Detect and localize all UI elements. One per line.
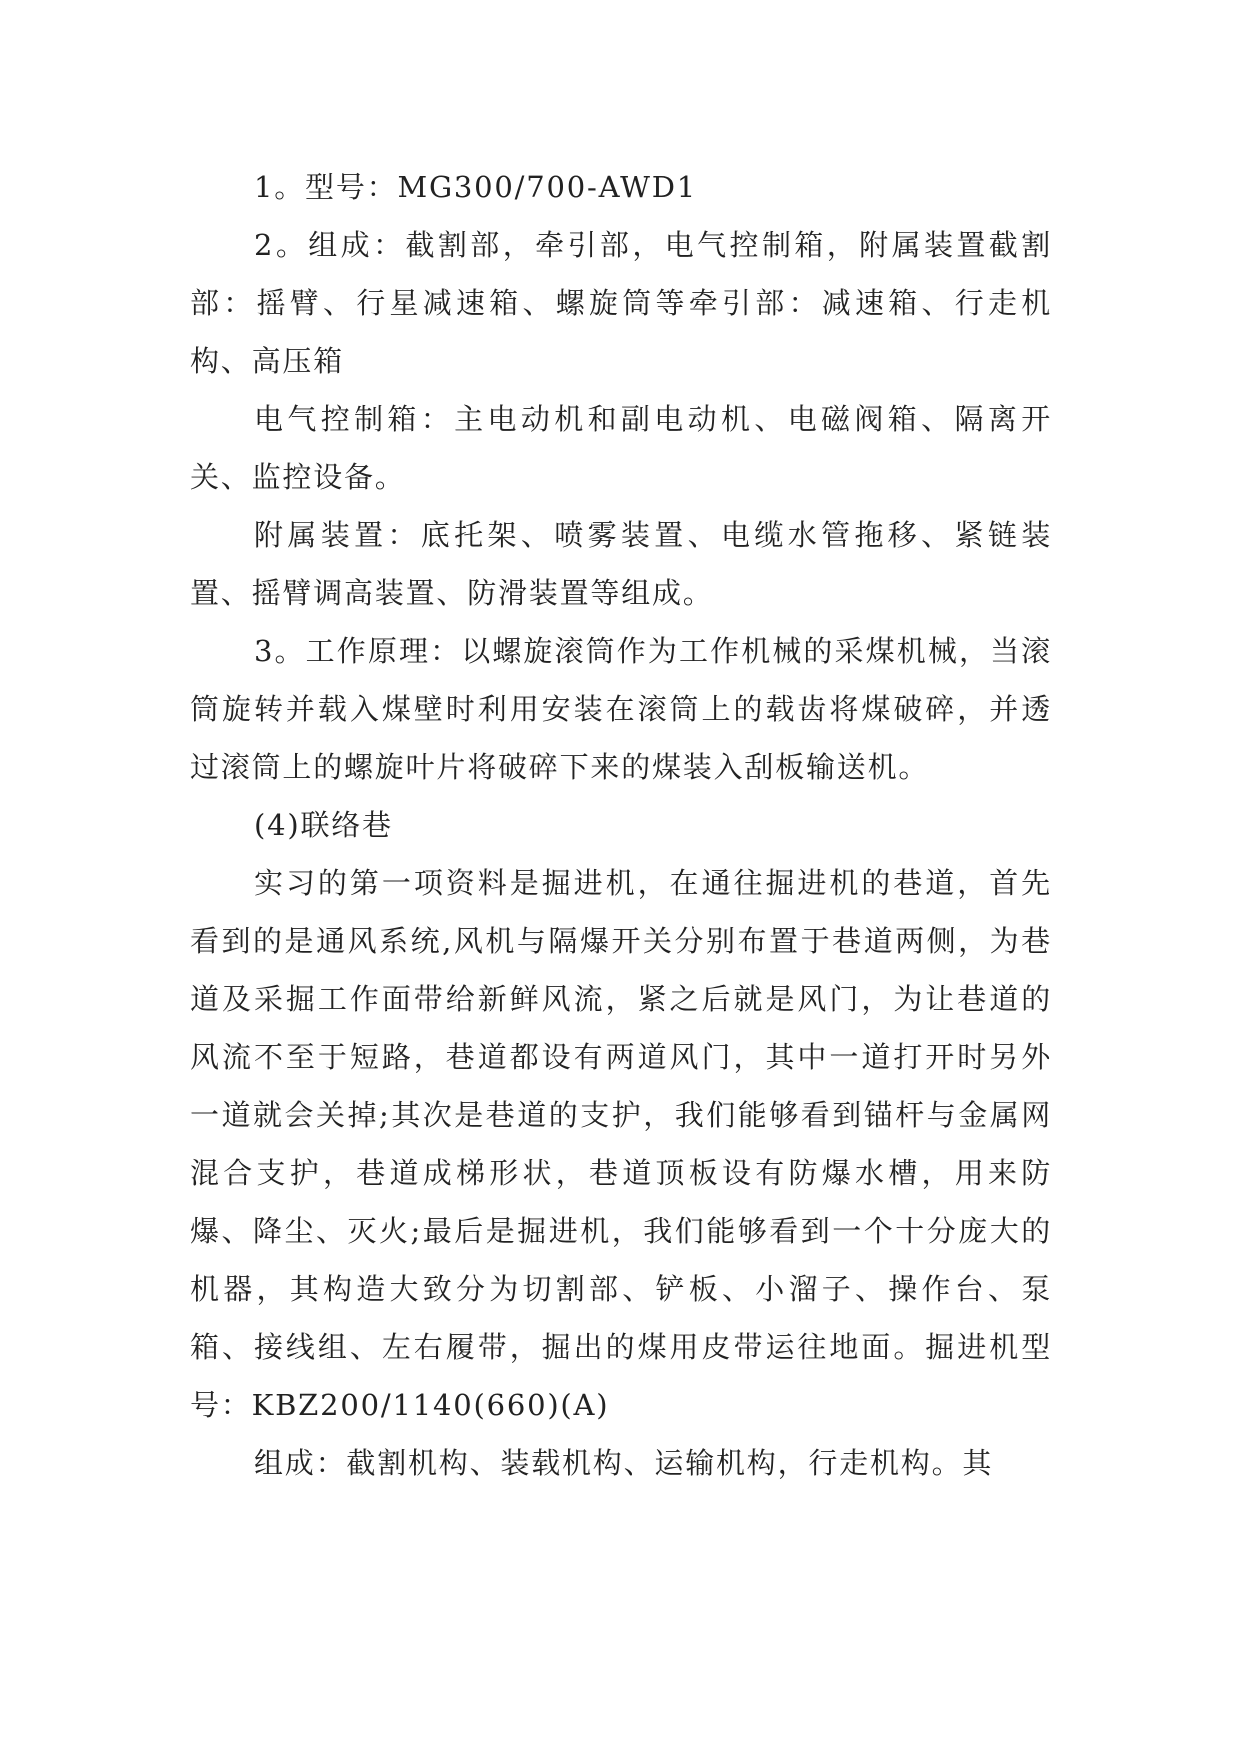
paragraph-roadheader-composition: 组成：截割机构、装载机构、运输机构，行走机构。其 (254, 1446, 994, 1480)
paragraph-electrical-control-box: 电气控制箱：主电动机和副电动机、电磁阀箱、隔离开关、监控设备。 (190, 402, 1052, 494)
paragraph-internship-roadheader: 实习的第一项资料是掘进机，在通往掘进机的巷道，首先看到的是通风系统,风机与隔爆开关分别布置于巷道两侧，为巷道及采掘工作面带给新鲜风流，紧之后就是风门，为让巷道的风流不至于短路，巷道都设有两道风门，其中一道打开时另外一道就会关掉;其次是巷道的支护，我们能够看到锚杆与金属网混合支护，巷道成梯形状，巷道顶板设有防爆水槽，用来防爆、降尘、灭火;最后是掘进机，我们能够看到一个十分庞大的机器，其构造大致分为切割部、铲板、小溜子、操作台、泵箱、接线组、左右履带，掘出的煤用皮带运往地面。掘进机型号：KBZ200/1140(660)(A) (190, 866, 1052, 1422)
paragraph-model: 1。型号：MG300/700-AWD1 (254, 170, 698, 204)
paragraph-working-principle: 3。工作原理：以螺旋滚筒作为工作机械的采煤机械，当滚筒旋转并载入煤壁时利用安装在滚筒上的载齿将煤破碎，并透过滚筒上的螺旋叶片将破碎下来的煤装入刮板输送机。 (190, 634, 1052, 784)
paragraph-accessory-devices: 附属装置：底托架、喷雾装置、电缆水管拖移、紧链装置、摇臂调高装置、防滑装置等组成。 (190, 518, 1052, 610)
document-body (190, 158, 1052, 1492)
paragraph-composition: 2。组成：截割部，牵引部，电气控制箱，附属装置截割部：摇臂、行星减速箱、螺旋筒等牵引部：减速箱、行走机构、高压箱 (190, 228, 1052, 378)
section-heading-connecting-roadway: (4)联络巷 (254, 808, 393, 842)
